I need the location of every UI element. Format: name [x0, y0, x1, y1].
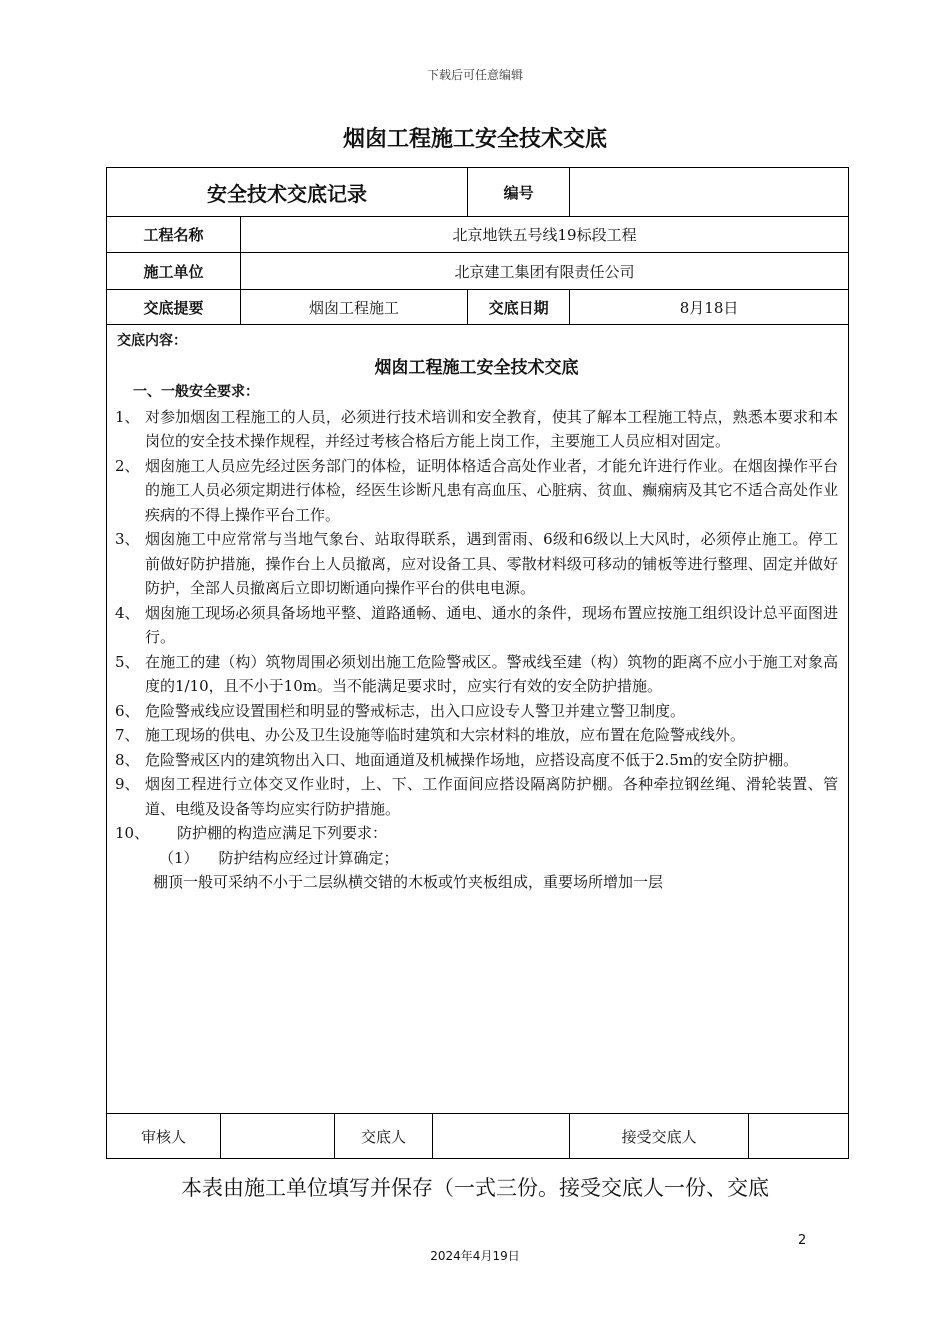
date-value: 8月18日	[570, 290, 849, 325]
item-number: 9、	[115, 775, 140, 793]
list-item	[115, 748, 838, 773]
item-text: 危险警戒区内的建筑物出入口、地面通道及机械操作场地，应搭设高度不低于2.5m的安全防护棚。	[145, 750, 799, 769]
discloser-label: 交底人	[335, 1114, 433, 1159]
project-name-value: 北京地铁五号线19标段工程	[241, 217, 849, 253]
receiver-field[interactable]	[749, 1114, 849, 1159]
page-number: 2	[798, 1233, 807, 1248]
item-text: 烟囱施工中应常常与当地气象台、站取得联系，遇到雷雨、6级和6级以上大风时，必须停止施工。停工前做好防护措施，操作台上人员撤离，应对设备工具、零散材料级可移动的铺板等进行整理、固定并做好防护，全部人员撤离后立即切断通向操作平台的供电电源。	[145, 530, 839, 597]
content-cell	[107, 325, 849, 1114]
item-text: 对参加烟囱工程施工的人员，必须进行技术培训和安全教育，使其了解本工程施工特点，熟悉本要求和本岗位的安全技术操作规程，并经过考核合格后方能上岗工作，主要施工人员应相对固定。	[145, 407, 839, 450]
list-item	[115, 527, 838, 601]
list-item	[115, 772, 838, 821]
sub-item	[115, 846, 838, 871]
item-number: 7、	[115, 726, 140, 744]
item-text: 施工现场的供电、办公及卫生设施等临时建筑和大宗材料的堆放，应布置在危险警戒线外。	[145, 726, 746, 744]
unit-label: 施工单位	[107, 253, 241, 290]
item-text: 防护棚的构造应满足下列要求：	[177, 824, 388, 842]
list-item	[115, 723, 838, 748]
item-number: 10、	[115, 824, 150, 842]
footer-date: 2024年4月19日	[430, 1249, 520, 1263]
item-number: 8、	[115, 750, 140, 769]
number-label: 编号	[468, 168, 570, 217]
item-number: 1、	[115, 407, 140, 426]
unit-value: 北京建工集团有限责任公司	[241, 253, 849, 290]
project-name-label: 工程名称	[107, 217, 241, 253]
list-item	[115, 454, 838, 528]
list-item	[115, 821, 838, 846]
section-heading: 一、一般安全要求：	[133, 384, 259, 400]
item-number: 4、	[115, 603, 140, 622]
reviewer-label: 审核人	[107, 1114, 221, 1159]
document-title: 烟囱工程施工安全技术交底	[342, 127, 607, 152]
summary-label: 交底提要	[107, 290, 241, 325]
item-text: 烟囱施工现场必须具备场地平整、道路通畅、通电、通水的条件，现场布置应按施工组织设计总平面图进行。	[145, 603, 839, 646]
sub-item-continuation: 棚顶一般可采纳不小于二层纵横交错的木板或竹夹板组成，重要场所增加一层	[153, 873, 664, 891]
reviewer-field[interactable]	[221, 1114, 335, 1159]
discloser-field[interactable]	[433, 1114, 570, 1159]
date-label: 交底日期	[468, 290, 570, 325]
item-number: 5、	[115, 652, 140, 671]
content-label: 交底内容：	[117, 333, 187, 349]
item-text: 危险警戒线应设置围栏和明显的警戒标志，出入口应设专人警卫并建立警卫制度。	[145, 701, 686, 720]
item-number: 2、	[115, 456, 140, 475]
item-number: 6、	[115, 701, 140, 720]
content-title: 烟囱工程施工安全技术交底	[374, 357, 579, 378]
header-note: 下载后可任意编辑	[426, 68, 523, 82]
summary-value: 烟囱工程施工	[241, 290, 468, 325]
sub-item-number: （1）	[159, 848, 199, 867]
number-field[interactable]	[570, 168, 849, 217]
item-text: 在施工的建（构）筑物周围必须划出施工危险警戒区。警戒线至建（构）筑物的距离不应小于施工对象高度的1/10，且不小于10m。当不能满足要求时，应实行有效的安全防护措施。	[145, 652, 839, 695]
sub-item-text: 防护结构应经过计算确定；	[218, 848, 399, 867]
list-item	[115, 601, 838, 650]
item-text: 烟囱工程进行立体交叉作业时，上、下、工作面间应搭设隔离防护棚。各种牵拉钢丝绳、滑轮装置、管道、电缆及设备等均应实行防护措施。	[145, 775, 839, 818]
list-item	[115, 650, 838, 699]
footer-note: 本表由施工单位填写并保存（一式三份。接受交底人一份、交底	[181, 1176, 769, 1200]
item-number: 3、	[115, 530, 140, 548]
item-text: 烟囱施工人员应先经过医务部门的体检，证明体格适合高处作业者，才能允许进行作业。在烟囱操作平台的施工人员必须定期进行体检，经医生诊断凡患有高血压、心脏病、贫血、癫痫病及其它不适合高处作业疾病的不得上操作平台工作。	[145, 456, 839, 524]
list-item	[115, 699, 838, 724]
receiver-label: 接受交底人	[570, 1114, 749, 1159]
list-item	[115, 405, 838, 454]
record-title: 安全技术交底记录	[107, 168, 468, 217]
disclosure-form-table	[106, 167, 849, 1159]
